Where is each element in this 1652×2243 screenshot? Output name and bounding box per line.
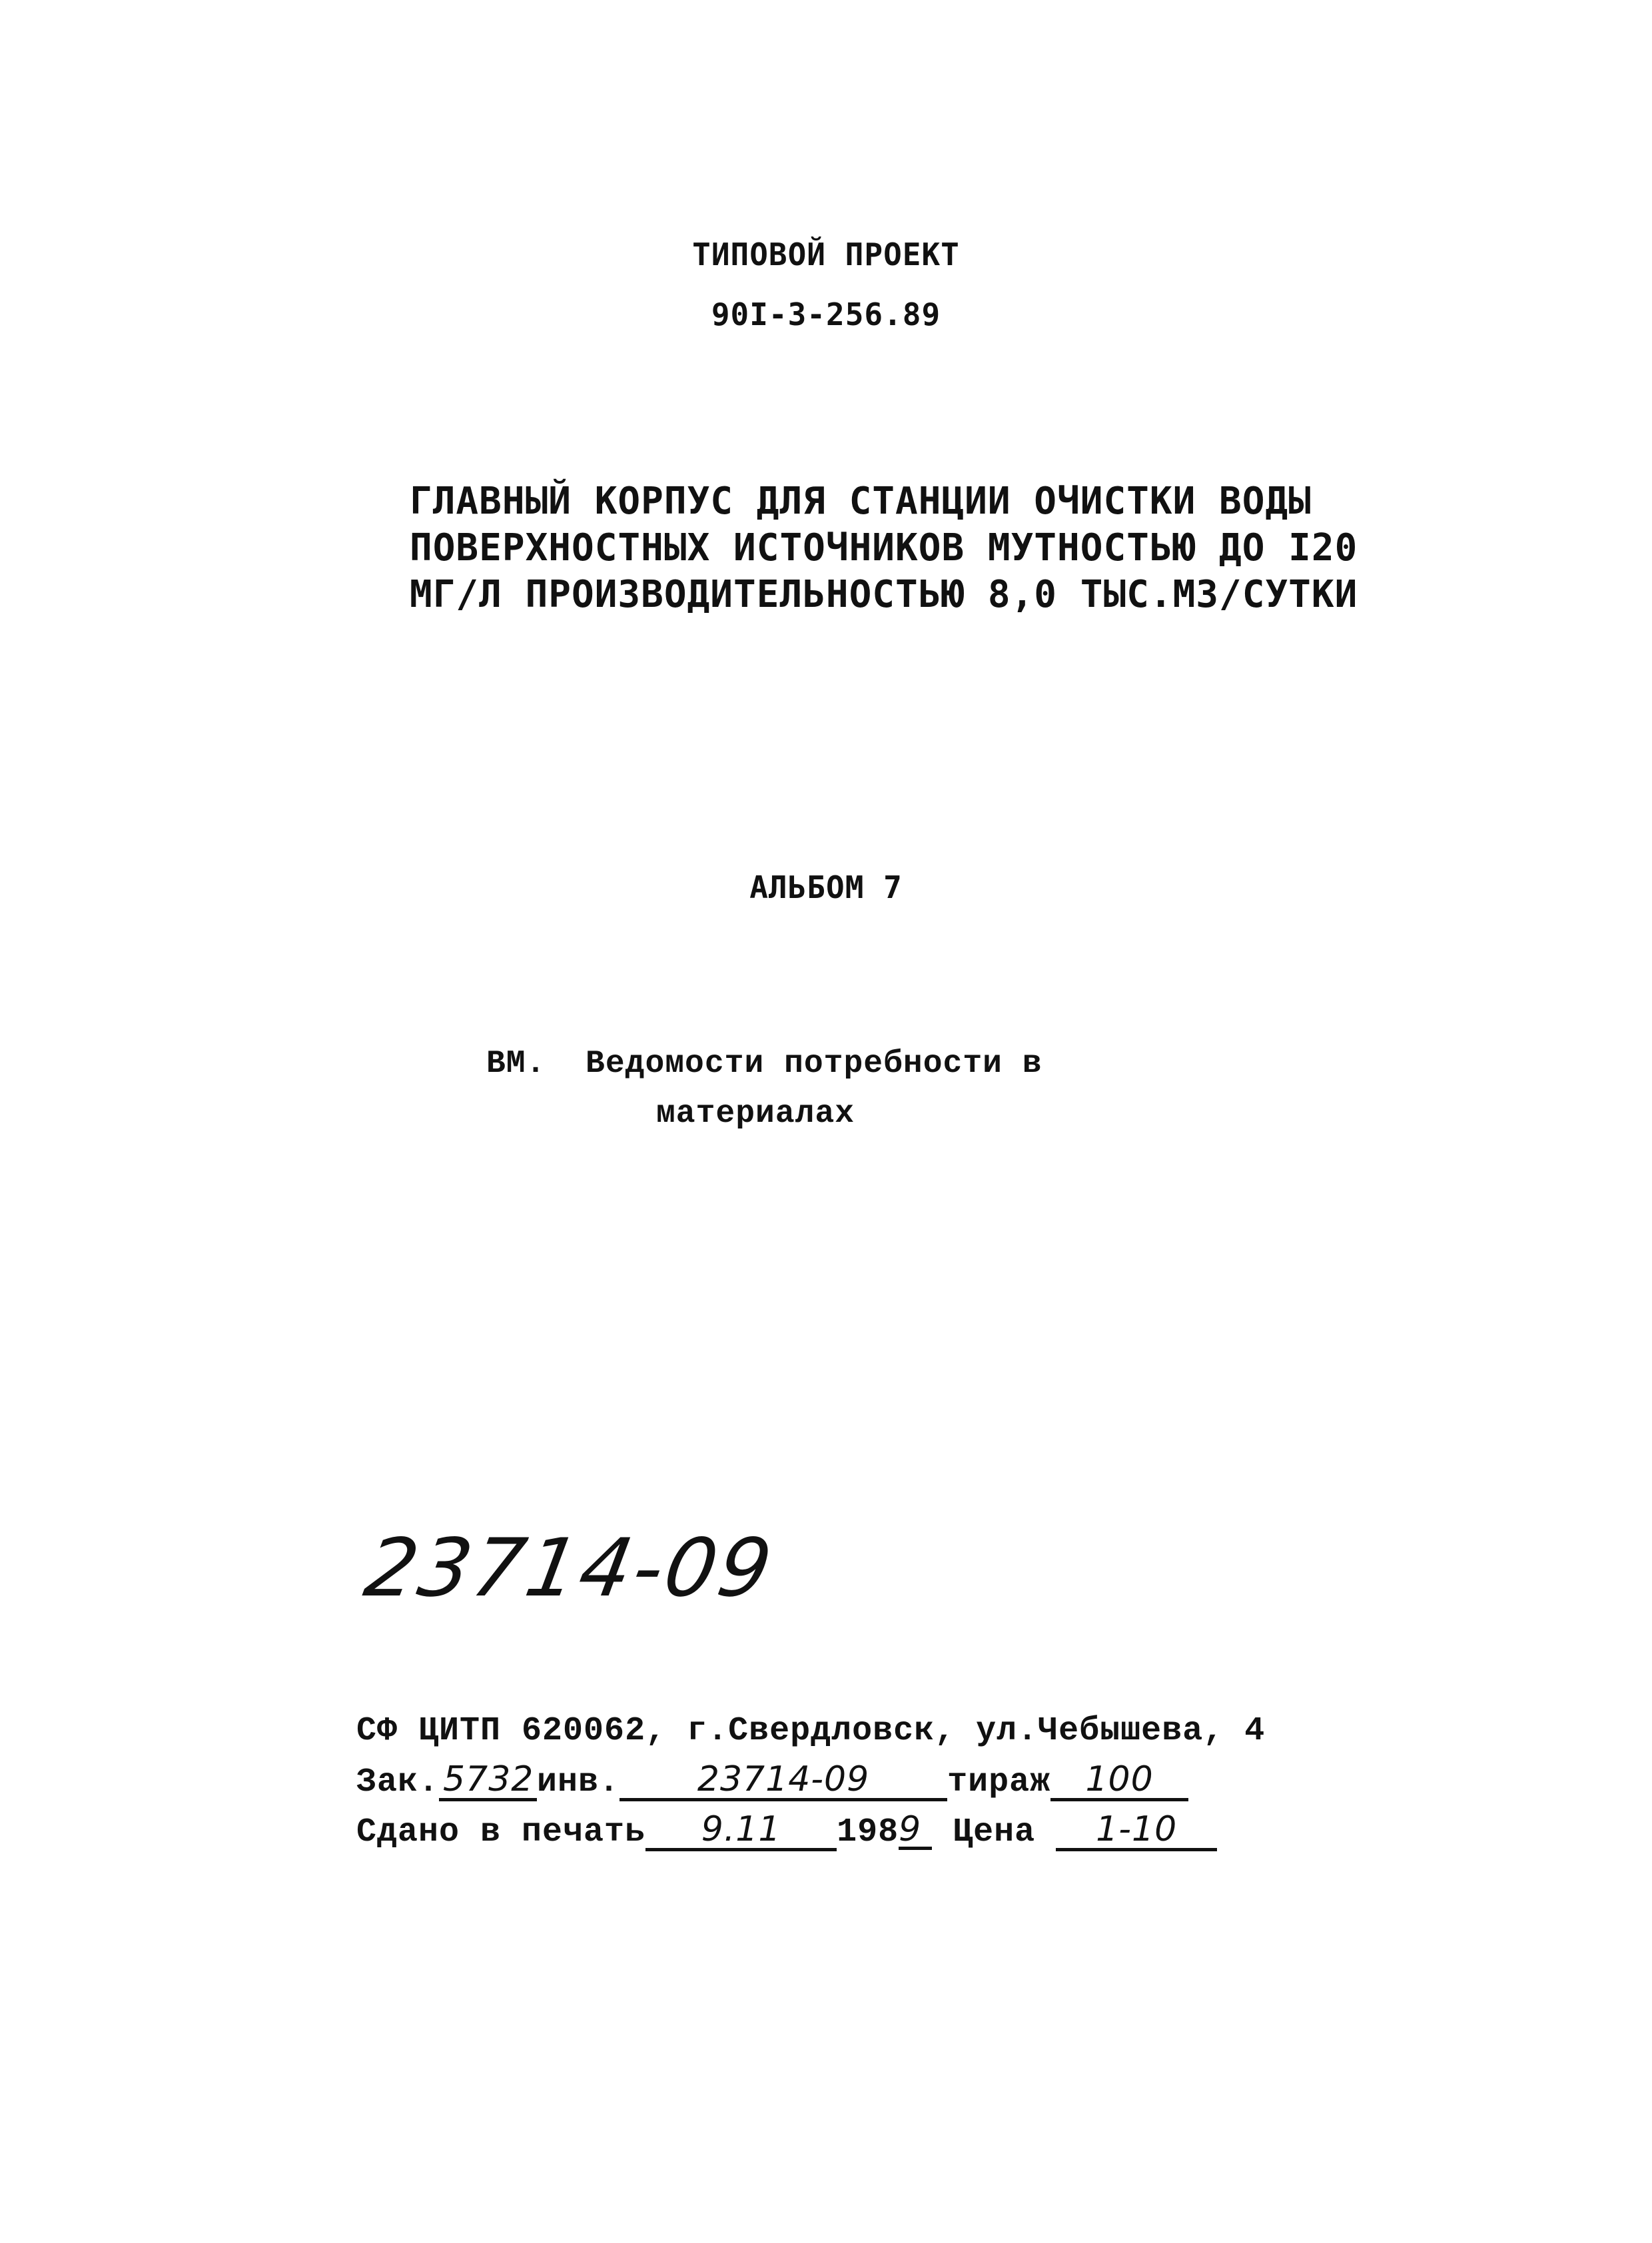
inventory-label: инв. [537,1763,620,1801]
imprint-address-line: СФ ЦИТП 620062, г.Свердловск, ул.Чебышева, 4 [356,1712,1266,1750]
album-label: АЛЬБОМ 7 [749,869,903,905]
section-title-line-1: ВМ. Ведомости потребности в [486,1046,1042,1082]
order-number-field: 5732 [439,1762,537,1801]
copies-count-field: 100 [1050,1762,1188,1801]
project-number: 90I-3-256.89 [711,296,941,332]
order-label: Зак. [356,1763,440,1801]
sent-date-field: 9.11 [645,1812,837,1851]
price-label: Цена [953,1813,1036,1851]
imprint-order-line [356,1759,1188,1801]
price-field: 1-10 [1056,1812,1217,1851]
sent-to-print-label: Сдано в печать [356,1813,646,1851]
imprint-print-date-line [356,1809,1217,1851]
project-title-line-2: ПОВЕРХНОСТНЫХ ИСТОЧНИКОВ МУТНОСТЬЮ ДО I20 [410,526,1358,570]
inventory-number-field: 23714-09 [620,1762,947,1801]
document-type-label: ТИПОВОЙ ПРОЕКТ [692,236,960,272]
project-title-line-1: ГЛАВНЫЙ КОРПУС ДЛЯ СТАНЦИИ ОЧИСТКИ ВОДЫ [410,480,1312,523]
year-prefix: 198 [837,1813,899,1851]
handwritten-inventory-number: 23714-09 [358,1522,781,1615]
project-title-line-3: МГ/Л ПРОИЗВОДИТЕЛЬНОСТЬЮ 8,0 ТЫС.М3/СУТКИ [410,573,1358,616]
section-title-line-2: материалах [656,1096,855,1132]
copies-label: тираж [947,1763,1051,1801]
year-suffix-field: 9 [899,1812,932,1850]
